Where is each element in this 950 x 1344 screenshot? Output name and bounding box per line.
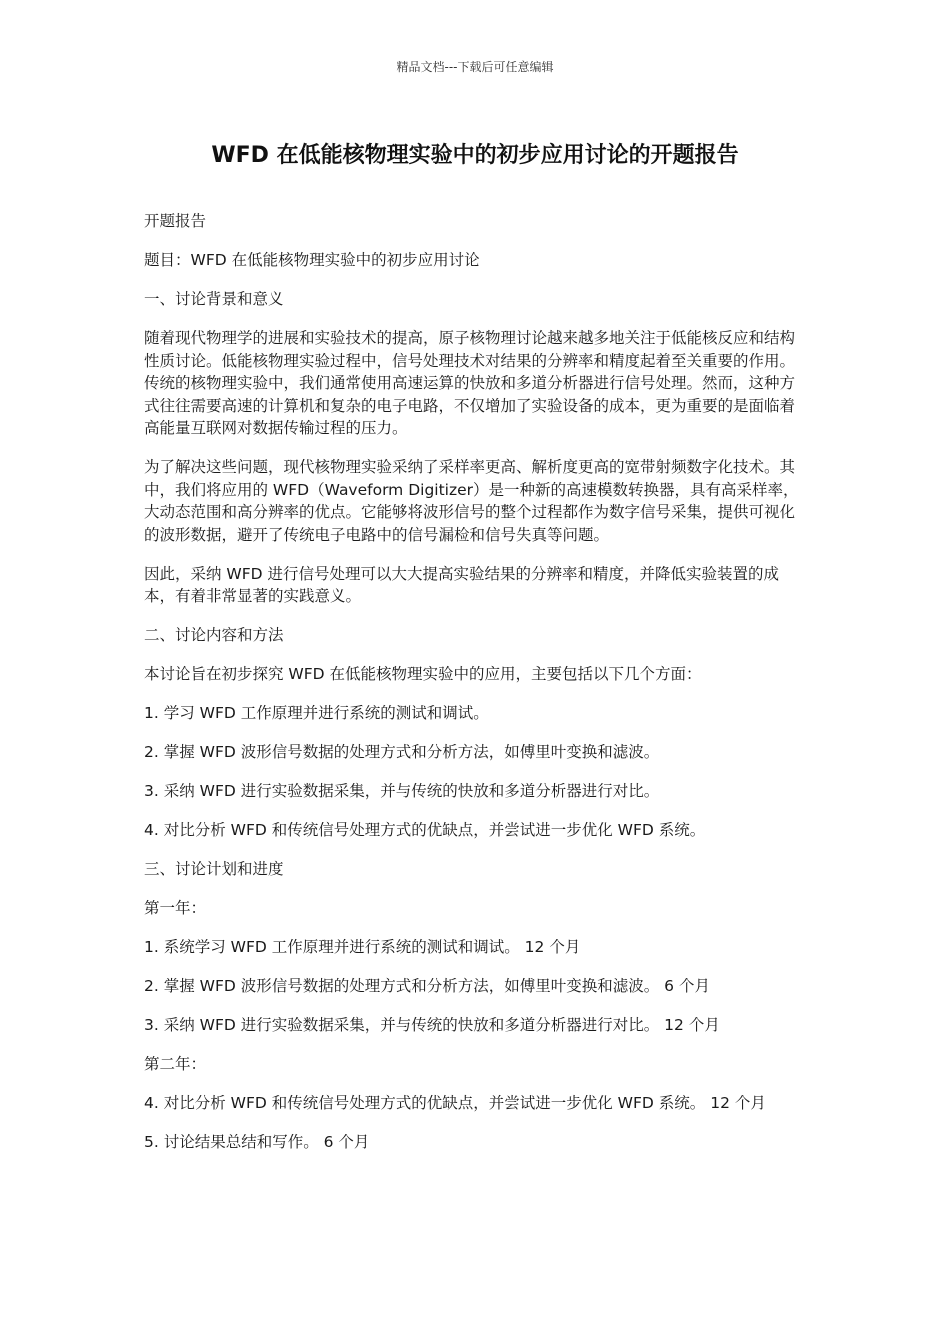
list-item: 4. 对比分析 WFD 和传统信号处理方式的优缺点，并尝试进一步优化 WFD 系统。 12 个月 bbox=[144, 1094, 766, 1112]
year-label: 第一年： bbox=[144, 899, 207, 917]
section-heading-plan: 三、讨论计划和进度 bbox=[144, 860, 284, 878]
section-label: 开题报告 bbox=[144, 212, 207, 230]
list-item: 3. 采纳 WFD 进行实验数据采集，并与传统的快放和多道分析器进行对比。 12 个月 bbox=[144, 1016, 720, 1034]
list-item: 1. 系统学习 WFD 工作原理并进行系统的测试和调试。 12 个月 bbox=[144, 938, 581, 956]
list-item: 3. 采纳 WFD 进行实验数据采集，并与传统的快放和多道分析器进行对比。 bbox=[144, 782, 660, 800]
list-item: 1. 学习 WFD 工作原理并进行系统的测试和调试。 bbox=[144, 704, 489, 722]
topic-line: 题目：WFD 在低能核物理实验中的初步应用讨论 bbox=[144, 251, 480, 269]
list-item: 2. 掌握 WFD 波形信号数据的处理方式和分析方法，如傅里叶变换和滤波。 bbox=[144, 743, 660, 761]
running-header: 精品文档---下载后可任意编辑 bbox=[396, 60, 554, 74]
year-label: 第二年： bbox=[144, 1055, 207, 1073]
body-paragraph: 本讨论旨在初步探究 WFD 在低能核物理实验中的应用，主要包括以下几个方面： bbox=[144, 665, 702, 683]
document-title: WFD 在低能核物理实验中的初步应用讨论的开题报告 bbox=[211, 143, 739, 168]
document-body bbox=[144, 210, 810, 1170]
list-item: 2. 掌握 WFD 波形信号数据的处理方式和分析方法，如傅里叶变换和滤波。 6 个月 bbox=[144, 977, 710, 995]
section-heading-background: 一、讨论背景和意义 bbox=[144, 290, 284, 308]
section-heading-content: 二、讨论内容和方法 bbox=[144, 626, 284, 644]
body-paragraph: 随着现代物理学的进展和实验技术的提高，原子核物理讨论越来越多地关注于低能核反应和结构性质讨论。低能核物理实验过程中，信号处理技术对结果的分辨率和精度起着至关重要的作用。传统的核物理实验中，我们通常使用高速运算的快放和多道分析器进行信号处理。然而，这种方式往往需要高速的计算机和复杂的电子电路，不仅增加了实验设备的成本，更为重要的是面临着高能量互联网对数据传输过程的压力。 bbox=[144, 329, 796, 437]
body-paragraph: 因此，采纳 WFD 进行信号处理可以大大提高实验结果的分辨率和精度，并降低实验装置的成本，有着非常显著的实践意义。 bbox=[144, 564, 780, 605]
list-item: 4. 对比分析 WFD 和传统信号处理方式的优缺点，并尝试进一步优化 WFD 系统。 bbox=[144, 821, 706, 839]
list-item: 5. 讨论结果总结和写作。 6 个月 bbox=[144, 1133, 370, 1151]
body-paragraph: 为了解决这些问题，现代核物理实验采纳了采样率更高、解析度更高的宽带射频数字化技术。其中，我们将应用的 WFD（Waveform Digitizer）是一种新的高速模数转换器，具有高采样率，大动态范围和高分辨率的优点。它能够将波形信号的整个过程都作为数字信号采集，提供可视化的波形数据，避开了传统电子电路中的信号漏检和信号失真等问题。 bbox=[144, 458, 799, 544]
